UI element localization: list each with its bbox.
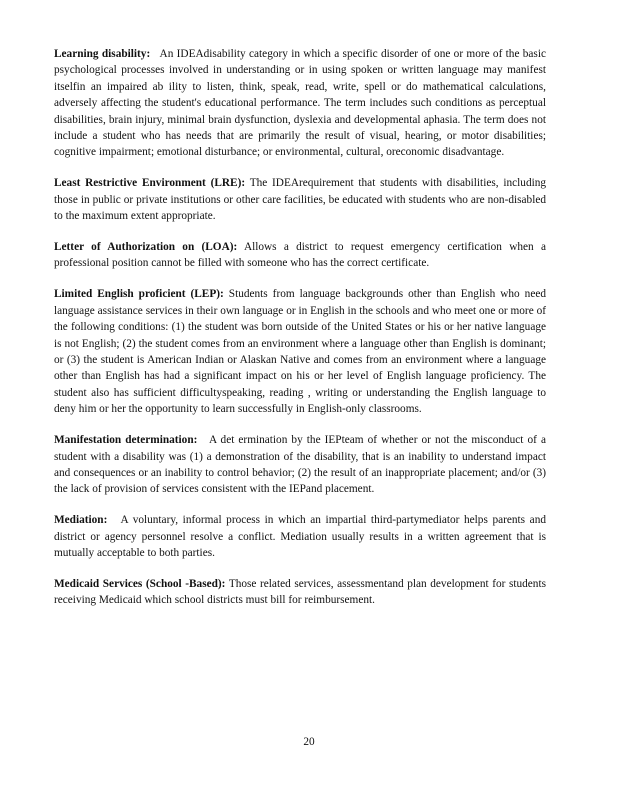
glossary-definition: Allows a district to request emergency certification when a professional position cannot be filled with someone who has the correct certificate.	[54, 241, 546, 270]
glossary-entry-medicaid-services	[54, 576, 546, 609]
glossary-entry-limited-english-proficient	[54, 286, 546, 417]
glossary-term: Least Restrictive Environment (LRE):	[54, 177, 246, 190]
glossary-entry-learning-disability	[54, 46, 546, 161]
glossary-term: Letter of Authorization on (LOA):	[54, 241, 238, 254]
glossary-term: Mediation:	[54, 514, 108, 527]
glossary-definition: An IDEAdisability category in which a specific disorder of one or more of the basic psychological processes involved in understanding or in using spoken or written language may manifest itselfin an impaired ab ility to listen, think, speak, read, write, spell or do mathematical calculations, adversely affecting the student's educational performance. The term includes such conditions as perceptual disabilities, brain injury, minimal brain dysfunction, dyslexia and developmental aphasia. The term does not include a student who has needs that are primarily the result of visual, hearing, or motor disabilities; cognitive impairment; emotional disturbance; or environmental, cultural, oreconomic disadvantage.	[54, 48, 546, 159]
glossary-definition: Students from language backgrounds other than English who need language assistance services in their own language or in English in the schools and who meet one or more of the following conditions: (1) the student was born outside of the United States or his or her native language is not English; (2) the student comes from an environment where a language other than English is dominant; or (3) the student is American Indian or Alaskan Native and comes from an environment where a language other than English has had a significant impact on his or her level of English language proficiency. The student also has sufficient difficultyspeaking, reading , writing or understanding the English language to deny him or her the opportunity to learn successfully in English-only classrooms.	[54, 288, 547, 416]
glossary-entry-letter-of-authorization	[54, 239, 546, 272]
glossary-definition: A voluntary, informal process in which an impartial third-partymediator helps parents and district or agency personnel resolve a conflict. Mediation usually results in a written agreement that is mutually acceptable to both parties.	[54, 514, 546, 560]
glossary-term: Medicaid Services (School -Based):	[54, 577, 226, 590]
glossary-entry-manifestation-determination	[54, 432, 546, 498]
glossary-term: Limited English proficient (LEP):	[54, 288, 224, 301]
glossary-definition: A det ermination by the IEPteam of whether or not the misconduct of a student with a disability was (1) a demonstration of the disability, that is an inability to understand impact and consequences or an inability to control behavior; (2) the result of an inappropriate placement; and/or (3) the lack of provision of services consistent with the IEPand placement.	[54, 434, 546, 496]
glossary-page	[54, 46, 546, 623]
glossary-term: Manifestation determination:	[54, 434, 198, 447]
glossary-entry-least-restrictive-environment	[54, 175, 546, 224]
glossary-term: Learning disability:	[54, 48, 151, 60]
glossary-entry-mediation	[54, 512, 546, 561]
glossary-definition: The IDEArequirement that students with disabilities, including those in public or private institutions or other care facilities, be educated with students who are non-disabled to the maximum extent appropriate.	[54, 177, 547, 223]
page-number: 20	[303, 736, 315, 748]
glossary-definition: Those related services, assessmentand plan development for students receiving Medicaid which school districts must bill for reimbursement.	[54, 577, 546, 607]
